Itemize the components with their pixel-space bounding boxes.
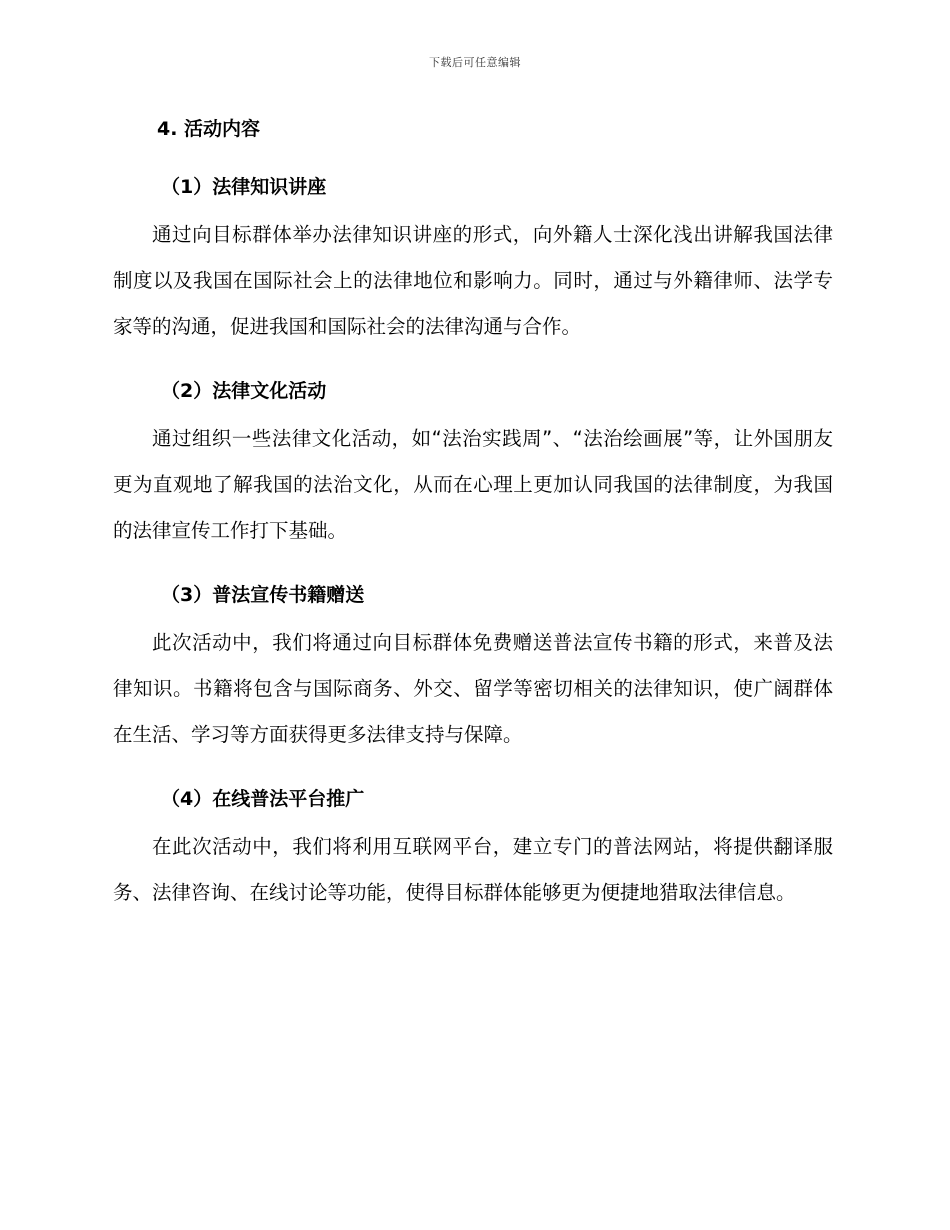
subsection-title-online: （4）在线普法平台推广 [161, 788, 365, 810]
document-body [113, 112, 833, 916]
paragraph-books: 此次活动中，我们将通过向目标群体免费赠送普法宣传书籍的形式，来普及法律知识。书籍将包含与国际商务、外交、留学等密切相关的法律知识，使广阔群体在生活、学习等方面获得更多法律支持与保障。 [113, 631, 833, 746]
paragraph-online: 在此次活动中，我们将利用互联网平台，建立专门的普法网站，将提供翻译服务、法律咨询、在线讨论等功能，使得目标群体能够更为便捷地猎取法律信息。 [113, 835, 833, 904]
subsection-title-lecture: （1）法律知识讲座 [161, 176, 327, 198]
section-title: 4. 活动内容 [157, 118, 261, 140]
subsection-title-books: （3）普法宣传书籍赠送 [161, 584, 365, 606]
paragraph-culture: 通过组织一些法律文化活动，如“法治实践周”、“法治绘画展”等，让外国朋友更为直观地了解我国的法治文化，从而在心理上更加认同我国的法律制度，为我国的法律宣传工作打下基础。 [113, 427, 833, 542]
page-header-note: 下载后可任意编辑 [429, 56, 521, 69]
subsection-title-culture: （2）法律文化活动 [161, 380, 327, 402]
paragraph-lecture: 通过向目标群体举办法律知识讲座的形式，向外籍人士深化浅出讲解我国法律制度以及我国在国际社会上的法律地位和影响力。同时，通过与外籍律师、法学专家等的沟通，促进我国和国际社会的法律沟通与合作。 [113, 223, 833, 338]
